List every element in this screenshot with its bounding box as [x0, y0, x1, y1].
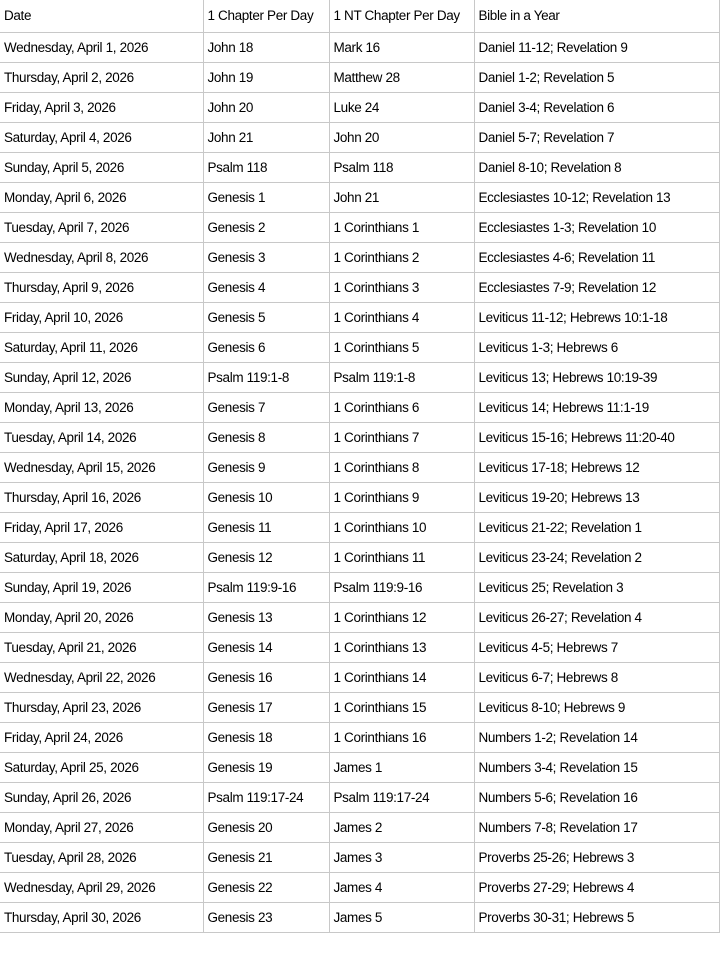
date-cell[interactable]: Monday, April 27, 2026 — [0, 812, 203, 842]
bible-in-a-year-cell[interactable]: Numbers 5-6; Revelation 16 — [474, 782, 719, 812]
table-row — [0, 842, 719, 872]
table-row — [0, 692, 719, 722]
nt-chapter-cell[interactable]: James 5 — [329, 902, 474, 932]
one-chapter-cell[interactable]: Genesis 5 — [203, 302, 329, 332]
table-row — [0, 242, 719, 272]
table-row — [0, 512, 719, 542]
nt-chapter-cell[interactable]: 1 Corinthians 15 — [329, 692, 474, 722]
bible-in-a-year-cell[interactable]: Leviticus 4-5; Hebrews 7 — [474, 632, 719, 662]
date-cell[interactable]: Wednesday, April 29, 2026 — [0, 872, 203, 902]
table-row — [0, 602, 719, 632]
bible-in-a-year-cell[interactable]: Ecclesiastes 1-3; Revelation 10 — [474, 212, 719, 242]
date-cell[interactable]: Sunday, April 19, 2026 — [0, 572, 203, 602]
one-chapter-cell[interactable]: John 21 — [203, 122, 329, 152]
nt-chapter-cell[interactable]: 1 Corinthians 13 — [329, 632, 474, 662]
bible-in-a-year-cell[interactable]: Leviticus 19-20; Hebrews 13 — [474, 482, 719, 512]
table-row — [0, 812, 719, 842]
date-cell[interactable]: Friday, April 10, 2026 — [0, 302, 203, 332]
table-row — [0, 782, 719, 812]
table-row — [0, 752, 719, 782]
date-cell[interactable]: Friday, April 17, 2026 — [0, 512, 203, 542]
date-cell[interactable]: Saturday, April 4, 2026 — [0, 122, 203, 152]
nt-chapter-cell[interactable]: John 21 — [329, 182, 474, 212]
table-row — [0, 392, 719, 422]
bible-in-a-year-cell[interactable]: Leviticus 8-10; Hebrews 9 — [474, 692, 719, 722]
one-chapter-cell[interactable]: Genesis 21 — [203, 842, 329, 872]
date-cell[interactable]: Thursday, April 2, 2026 — [0, 62, 203, 92]
one-chapter-cell[interactable]: Genesis 9 — [203, 452, 329, 482]
bible-in-a-year-cell[interactable]: Leviticus 6-7; Hebrews 8 — [474, 662, 719, 692]
date-cell[interactable]: Tuesday, April 28, 2026 — [0, 842, 203, 872]
date-cell[interactable]: Saturday, April 18, 2026 — [0, 542, 203, 572]
table-row — [0, 62, 719, 92]
nt-chapter-cell[interactable]: James 4 — [329, 872, 474, 902]
one-chapter-cell[interactable]: Genesis 10 — [203, 482, 329, 512]
nt-chapter-cell[interactable]: 1 Corinthians 16 — [329, 722, 474, 752]
table-row — [0, 32, 719, 62]
bible-in-a-year-cell[interactable]: Numbers 1-2; Revelation 14 — [474, 722, 719, 752]
nt-chapter-cell[interactable]: 1 Corinthians 5 — [329, 332, 474, 362]
date-cell[interactable]: Sunday, April 26, 2026 — [0, 782, 203, 812]
one-chapter-cell[interactable]: Genesis 16 — [203, 662, 329, 692]
header-cell-one-chapter[interactable]: 1 Chapter Per Day — [203, 0, 329, 32]
table-row — [0, 332, 719, 362]
one-chapter-cell[interactable]: Genesis 6 — [203, 332, 329, 362]
date-cell[interactable]: Monday, April 6, 2026 — [0, 182, 203, 212]
date-cell[interactable]: Wednesday, April 15, 2026 — [0, 452, 203, 482]
table-row — [0, 662, 719, 692]
one-chapter-cell[interactable]: Genesis 19 — [203, 752, 329, 782]
bible-in-a-year-cell[interactable]: Proverbs 27-29; Hebrews 4 — [474, 872, 719, 902]
table-row — [0, 422, 719, 452]
nt-chapter-cell[interactable]: James 1 — [329, 752, 474, 782]
header-cell-date[interactable]: Date — [0, 0, 203, 32]
date-cell[interactable]: Friday, April 24, 2026 — [0, 722, 203, 752]
one-chapter-cell[interactable]: Genesis 22 — [203, 872, 329, 902]
one-chapter-cell[interactable]: Genesis 14 — [203, 632, 329, 662]
bible-in-a-year-cell[interactable]: Daniel 5-7; Revelation 7 — [474, 122, 719, 152]
one-chapter-cell[interactable]: John 20 — [203, 92, 329, 122]
bible-in-a-year-cell[interactable]: Daniel 3-4; Revelation 6 — [474, 92, 719, 122]
bible-in-a-year-cell[interactable]: Leviticus 26-27; Revelation 4 — [474, 602, 719, 632]
table-row — [0, 122, 719, 152]
date-cell[interactable]: Wednesday, April 1, 2026 — [0, 32, 203, 62]
date-cell[interactable]: Wednesday, April 8, 2026 — [0, 242, 203, 272]
bible-in-a-year-cell[interactable]: Ecclesiastes 10-12; Revelation 13 — [474, 182, 719, 212]
nt-chapter-cell[interactable]: 1 Corinthians 3 — [329, 272, 474, 302]
table-row — [0, 452, 719, 482]
table-row — [0, 482, 719, 512]
nt-chapter-cell[interactable]: 1 Corinthians 6 — [329, 392, 474, 422]
bible-in-a-year-cell[interactable]: Daniel 1-2; Revelation 5 — [474, 62, 719, 92]
table-row — [0, 632, 719, 662]
one-chapter-cell[interactable]: Genesis 20 — [203, 812, 329, 842]
nt-chapter-cell[interactable]: 1 Corinthians 2 — [329, 242, 474, 272]
date-cell[interactable]: Wednesday, April 22, 2026 — [0, 662, 203, 692]
bible-in-a-year-cell[interactable]: Ecclesiastes 7-9; Revelation 12 — [474, 272, 719, 302]
table-row — [0, 92, 719, 122]
bible-in-a-year-cell[interactable]: Leviticus 25; Revelation 3 — [474, 572, 719, 602]
date-cell[interactable]: Monday, April 20, 2026 — [0, 602, 203, 632]
table-row — [0, 182, 719, 212]
date-cell[interactable]: Sunday, April 5, 2026 — [0, 152, 203, 182]
one-chapter-cell[interactable]: Genesis 18 — [203, 722, 329, 752]
bible-in-a-year-cell[interactable]: Daniel 8-10; Revelation 8 — [474, 152, 719, 182]
header-row — [0, 0, 719, 32]
date-cell[interactable]: Thursday, April 9, 2026 — [0, 272, 203, 302]
nt-chapter-cell[interactable]: James 3 — [329, 842, 474, 872]
nt-chapter-cell[interactable]: Psalm 118 — [329, 152, 474, 182]
nt-chapter-cell[interactable]: 1 Corinthians 8 — [329, 452, 474, 482]
table-row — [0, 722, 719, 752]
one-chapter-cell[interactable]: Genesis 3 — [203, 242, 329, 272]
nt-chapter-cell[interactable]: 1 Corinthians 9 — [329, 482, 474, 512]
one-chapter-cell[interactable]: Genesis 13 — [203, 602, 329, 632]
nt-chapter-cell[interactable]: John 20 — [329, 122, 474, 152]
bible-in-a-year-cell[interactable]: Numbers 3-4; Revelation 15 — [474, 752, 719, 782]
one-chapter-cell[interactable]: Genesis 2 — [203, 212, 329, 242]
bible-in-a-year-cell[interactable]: Leviticus 11-12; Hebrews 10:1-18 — [474, 302, 719, 332]
date-cell[interactable]: Sunday, April 12, 2026 — [0, 362, 203, 392]
one-chapter-cell[interactable]: John 18 — [203, 32, 329, 62]
nt-chapter-cell[interactable]: Matthew 28 — [329, 62, 474, 92]
table-row — [0, 302, 719, 332]
nt-chapter-cell[interactable]: 1 Corinthians 1 — [329, 212, 474, 242]
bible-in-a-year-cell[interactable]: Leviticus 21-22; Revelation 1 — [474, 512, 719, 542]
one-chapter-cell[interactable]: John 19 — [203, 62, 329, 92]
one-chapter-cell[interactable]: Genesis 17 — [203, 692, 329, 722]
bible-in-a-year-cell[interactable]: Leviticus 15-16; Hebrews 11:20-40 — [474, 422, 719, 452]
date-cell[interactable]: Tuesday, April 7, 2026 — [0, 212, 203, 242]
table-row — [0, 212, 719, 242]
bible-in-a-year-cell[interactable]: Leviticus 1-3; Hebrews 6 — [474, 332, 719, 362]
table-row — [0, 902, 719, 932]
nt-chapter-cell[interactable]: 1 Corinthians 12 — [329, 602, 474, 632]
one-chapter-cell[interactable]: Psalm 118 — [203, 152, 329, 182]
one-chapter-cell[interactable]: Genesis 8 — [203, 422, 329, 452]
nt-chapter-cell[interactable]: James 2 — [329, 812, 474, 842]
nt-chapter-cell[interactable]: 1 Corinthians 10 — [329, 512, 474, 542]
header-cell-nt-chapter[interactable]: 1 NT Chapter Per Day — [329, 0, 474, 32]
date-cell[interactable]: Thursday, April 23, 2026 — [0, 692, 203, 722]
table-row — [0, 272, 719, 302]
date-cell[interactable]: Thursday, April 30, 2026 — [0, 902, 203, 932]
table-row — [0, 152, 719, 182]
bible-in-a-year-cell[interactable]: Proverbs 25-26; Hebrews 3 — [474, 842, 719, 872]
bible-in-a-year-cell[interactable]: Numbers 7-8; Revelation 17 — [474, 812, 719, 842]
bible-in-a-year-cell[interactable]: Leviticus 13; Hebrews 10:19-39 — [474, 362, 719, 392]
nt-chapter-cell[interactable]: 1 Corinthians 14 — [329, 662, 474, 692]
one-chapter-cell[interactable]: Genesis 11 — [203, 512, 329, 542]
one-chapter-cell[interactable]: Psalm 119:9-16 — [203, 572, 329, 602]
one-chapter-cell[interactable]: Genesis 12 — [203, 542, 329, 572]
table-row — [0, 572, 719, 602]
bible-in-a-year-cell[interactable]: Ecclesiastes 4-6; Revelation 11 — [474, 242, 719, 272]
bible-in-a-year-cell[interactable]: Daniel 11-12; Revelation 9 — [474, 32, 719, 62]
date-cell[interactable]: Friday, April 3, 2026 — [0, 92, 203, 122]
nt-chapter-cell[interactable]: Mark 16 — [329, 32, 474, 62]
table-row — [0, 872, 719, 902]
date-cell[interactable]: Saturday, April 25, 2026 — [0, 752, 203, 782]
bible-in-a-year-cell[interactable]: Leviticus 23-24; Revelation 2 — [474, 542, 719, 572]
nt-chapter-cell[interactable]: Luke 24 — [329, 92, 474, 122]
bible-in-a-year-cell[interactable]: Leviticus 17-18; Hebrews 12 — [474, 452, 719, 482]
date-cell[interactable]: Tuesday, April 21, 2026 — [0, 632, 203, 662]
nt-chapter-cell[interactable]: Psalm 119:9-16 — [329, 572, 474, 602]
nt-chapter-cell[interactable]: 1 Corinthians 4 — [329, 302, 474, 332]
table-row — [0, 362, 719, 392]
date-cell[interactable]: Saturday, April 11, 2026 — [0, 332, 203, 362]
one-chapter-cell[interactable]: Genesis 23 — [203, 902, 329, 932]
one-chapter-cell[interactable]: Psalm 119:17-24 — [203, 782, 329, 812]
one-chapter-cell[interactable]: Genesis 7 — [203, 392, 329, 422]
nt-chapter-cell[interactable]: Psalm 119:1-8 — [329, 362, 474, 392]
one-chapter-cell[interactable]: Psalm 119:1-8 — [203, 362, 329, 392]
nt-chapter-cell[interactable]: Psalm 119:17-24 — [329, 782, 474, 812]
header-cell-bible-in-a-year[interactable]: Bible in a Year — [474, 0, 719, 32]
nt-chapter-cell[interactable]: 1 Corinthians 7 — [329, 422, 474, 452]
one-chapter-cell[interactable]: Genesis 4 — [203, 272, 329, 302]
date-cell[interactable]: Tuesday, April 14, 2026 — [0, 422, 203, 452]
bible-in-a-year-cell[interactable]: Leviticus 14; Hebrews 11:1-19 — [474, 392, 719, 422]
bible-in-a-year-cell[interactable]: Proverbs 30-31; Hebrews 5 — [474, 902, 719, 932]
one-chapter-cell[interactable]: Genesis 1 — [203, 182, 329, 212]
nt-chapter-cell[interactable]: 1 Corinthians 11 — [329, 542, 474, 572]
date-cell[interactable]: Monday, April 13, 2026 — [0, 392, 203, 422]
date-cell[interactable]: Thursday, April 16, 2026 — [0, 482, 203, 512]
table-row — [0, 542, 719, 572]
